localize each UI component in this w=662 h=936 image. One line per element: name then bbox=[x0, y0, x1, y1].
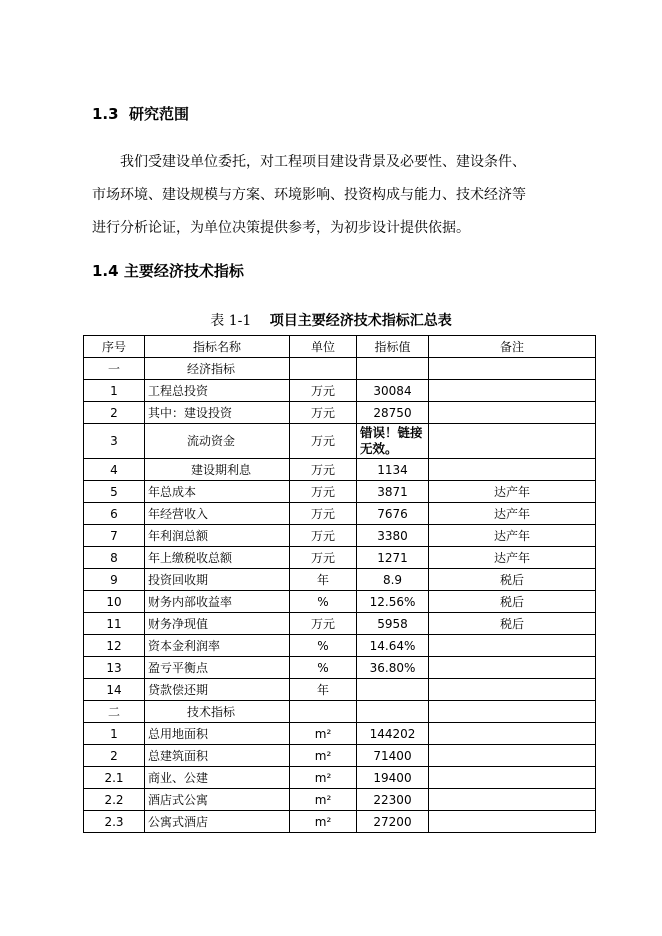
cell-name: 财务内部收益率 bbox=[145, 591, 290, 613]
cell-index: 8 bbox=[84, 547, 145, 569]
cell-index: 4 bbox=[84, 459, 145, 481]
cell-name: 贷款偿还期 bbox=[145, 679, 290, 701]
cell-name: 盈亏平衡点 bbox=[145, 657, 290, 679]
cell-remark bbox=[429, 424, 596, 459]
cell-remark bbox=[429, 679, 596, 701]
cell-value: 8.9 bbox=[357, 569, 429, 591]
cell-name: 财务净现值 bbox=[145, 613, 290, 635]
cell-remark bbox=[429, 789, 596, 811]
cell-value: 27200 bbox=[357, 811, 429, 833]
body-paragraph bbox=[92, 153, 582, 252]
table-row bbox=[84, 569, 596, 591]
table-caption bbox=[0, 310, 662, 330]
cell-value: 30084 bbox=[357, 380, 429, 402]
cell-unit: 年 bbox=[290, 569, 357, 591]
table-caption-prefix: 表 1-1 bbox=[210, 313, 252, 329]
cell-name: 年利润总额 bbox=[145, 525, 290, 547]
cell-unit: m² bbox=[290, 811, 357, 833]
table-row bbox=[84, 481, 596, 503]
paragraph-line: 进行分析论证，为单位决策提供参考，为初步设计提供依据。 bbox=[92, 220, 470, 236]
paragraph-line: 我们受建设单位委托，对工程项目建设背景及必要性、建设条件、 bbox=[120, 154, 526, 170]
cell-unit: 万元 bbox=[290, 613, 357, 635]
cell-remark: 达产年 bbox=[429, 481, 596, 503]
table-row bbox=[84, 591, 596, 613]
cell-index: 7 bbox=[84, 525, 145, 547]
cell-value: 错误！链接无效。 bbox=[357, 424, 429, 459]
cell-index: 14 bbox=[84, 679, 145, 701]
cell-name: 经济指标 bbox=[145, 358, 290, 380]
cell-index: 6 bbox=[84, 503, 145, 525]
cell-index: 2 bbox=[84, 745, 145, 767]
cell-index: 5 bbox=[84, 481, 145, 503]
table-row bbox=[84, 635, 596, 657]
cell-remark: 税后 bbox=[429, 613, 596, 635]
cell-remark: 税后 bbox=[429, 591, 596, 613]
cell-name: 酒店式公寓 bbox=[145, 789, 290, 811]
cell-remark bbox=[429, 657, 596, 679]
section-number: 1.4 bbox=[92, 262, 119, 280]
cell-name: 资本金利润率 bbox=[145, 635, 290, 657]
header-index: 序号 bbox=[84, 336, 145, 358]
cell-name: 年上缴税收总额 bbox=[145, 547, 290, 569]
cell-index: 10 bbox=[84, 591, 145, 613]
header-value: 指标值 bbox=[357, 336, 429, 358]
cell-remark bbox=[429, 358, 596, 380]
cell-remark bbox=[429, 380, 596, 402]
cell-index: 1 bbox=[84, 723, 145, 745]
cell-remark bbox=[429, 701, 596, 723]
cell-remark: 达产年 bbox=[429, 525, 596, 547]
table-row bbox=[84, 789, 596, 811]
table-row bbox=[84, 767, 596, 789]
cell-value: 7676 bbox=[357, 503, 429, 525]
table-header-row bbox=[84, 336, 596, 358]
cell-index: 3 bbox=[84, 424, 145, 459]
cell-unit: m² bbox=[290, 789, 357, 811]
cell-index: 2.3 bbox=[84, 811, 145, 833]
cell-remark bbox=[429, 745, 596, 767]
cell-value: 5958 bbox=[357, 613, 429, 635]
header-name: 指标名称 bbox=[145, 336, 290, 358]
table-row bbox=[84, 525, 596, 547]
table-body bbox=[84, 358, 596, 833]
cell-unit: 万元 bbox=[290, 547, 357, 569]
cell-unit: 万元 bbox=[290, 503, 357, 525]
cell-remark bbox=[429, 767, 596, 789]
cell-unit: 万元 bbox=[290, 402, 357, 424]
table-row bbox=[84, 459, 596, 481]
cell-index: 9 bbox=[84, 569, 145, 591]
cell-remark bbox=[429, 723, 596, 745]
table-row bbox=[84, 424, 596, 459]
cell-value: 71400 bbox=[357, 745, 429, 767]
cell-unit: % bbox=[290, 657, 357, 679]
cell-unit: % bbox=[290, 591, 357, 613]
cell-value: 144202 bbox=[357, 723, 429, 745]
table-row bbox=[84, 811, 596, 833]
cell-value: 1134 bbox=[357, 459, 429, 481]
cell-value bbox=[357, 679, 429, 701]
cell-index: 12 bbox=[84, 635, 145, 657]
cell-index: 一 bbox=[84, 358, 145, 380]
cell-name: 建设期利息 bbox=[145, 459, 290, 481]
cell-unit: m² bbox=[290, 767, 357, 789]
cell-value bbox=[357, 358, 429, 380]
cell-unit: m² bbox=[290, 745, 357, 767]
paragraph-line: 市场环境、建设规模与方案、环境影响、投资构成与能力、技术经济等 bbox=[92, 187, 526, 203]
cell-name: 投资回收期 bbox=[145, 569, 290, 591]
cell-name: 商业、公建 bbox=[145, 767, 290, 789]
header-unit: 单位 bbox=[290, 336, 357, 358]
cell-unit bbox=[290, 358, 357, 380]
table-row bbox=[84, 402, 596, 424]
cell-unit bbox=[290, 701, 357, 723]
cell-value: 3380 bbox=[357, 525, 429, 547]
cell-value: 1271 bbox=[357, 547, 429, 569]
cell-name: 公寓式酒店 bbox=[145, 811, 290, 833]
cell-remark: 税后 bbox=[429, 569, 596, 591]
table-row bbox=[84, 657, 596, 679]
cell-index: 2 bbox=[84, 402, 145, 424]
cell-index: 2.1 bbox=[84, 767, 145, 789]
table-row bbox=[84, 745, 596, 767]
section-heading-1-3 bbox=[92, 103, 189, 124]
table-row bbox=[84, 723, 596, 745]
cell-name: 年总成本 bbox=[145, 481, 290, 503]
cell-unit: m² bbox=[290, 723, 357, 745]
cell-name: 总建筑面积 bbox=[145, 745, 290, 767]
cell-value: 19400 bbox=[357, 767, 429, 789]
cell-name: 年经营收入 bbox=[145, 503, 290, 525]
cell-name: 总用地面积 bbox=[145, 723, 290, 745]
header-remark: 备注 bbox=[429, 336, 596, 358]
section-title: 研究范围 bbox=[129, 105, 190, 123]
cell-value: 12.56% bbox=[357, 591, 429, 613]
indicators-table bbox=[83, 335, 596, 833]
cell-remark bbox=[429, 811, 596, 833]
table-row bbox=[84, 547, 596, 569]
section-number: 1.3 bbox=[92, 105, 119, 123]
section-heading-1-4 bbox=[92, 260, 244, 281]
cell-value: 36.80% bbox=[357, 657, 429, 679]
cell-remark bbox=[429, 459, 596, 481]
section-title: 主要经济技术指标 bbox=[123, 262, 244, 280]
cell-name: 其中：建设投资 bbox=[145, 402, 290, 424]
table-row bbox=[84, 613, 596, 635]
cell-unit: 万元 bbox=[290, 525, 357, 547]
cell-index: 13 bbox=[84, 657, 145, 679]
cell-unit: 万元 bbox=[290, 380, 357, 402]
cell-remark: 达产年 bbox=[429, 503, 596, 525]
cell-unit: % bbox=[290, 635, 357, 657]
cell-remark bbox=[429, 402, 596, 424]
table-row bbox=[84, 679, 596, 701]
table-caption-title: 项目主要经济技术指标汇总表 bbox=[269, 313, 452, 329]
cell-value: 28750 bbox=[357, 402, 429, 424]
cell-value: 3871 bbox=[357, 481, 429, 503]
cell-index: 11 bbox=[84, 613, 145, 635]
cell-value: 22300 bbox=[357, 789, 429, 811]
cell-name: 技术指标 bbox=[145, 701, 290, 723]
cell-index: 1 bbox=[84, 380, 145, 402]
cell-unit: 年 bbox=[290, 679, 357, 701]
cell-remark: 达产年 bbox=[429, 547, 596, 569]
cell-value bbox=[357, 701, 429, 723]
cell-unit: 万元 bbox=[290, 424, 357, 459]
table-row bbox=[84, 701, 596, 723]
table-row bbox=[84, 503, 596, 525]
cell-index: 二 bbox=[84, 701, 145, 723]
table-row bbox=[84, 358, 596, 380]
cell-unit: 万元 bbox=[290, 459, 357, 481]
table-row bbox=[84, 380, 596, 402]
cell-value: 14.64% bbox=[357, 635, 429, 657]
cell-name: 工程总投资 bbox=[145, 380, 290, 402]
cell-index: 2.2 bbox=[84, 789, 145, 811]
cell-remark bbox=[429, 635, 596, 657]
cell-name: 流动资金 bbox=[145, 424, 290, 459]
cell-unit: 万元 bbox=[290, 481, 357, 503]
